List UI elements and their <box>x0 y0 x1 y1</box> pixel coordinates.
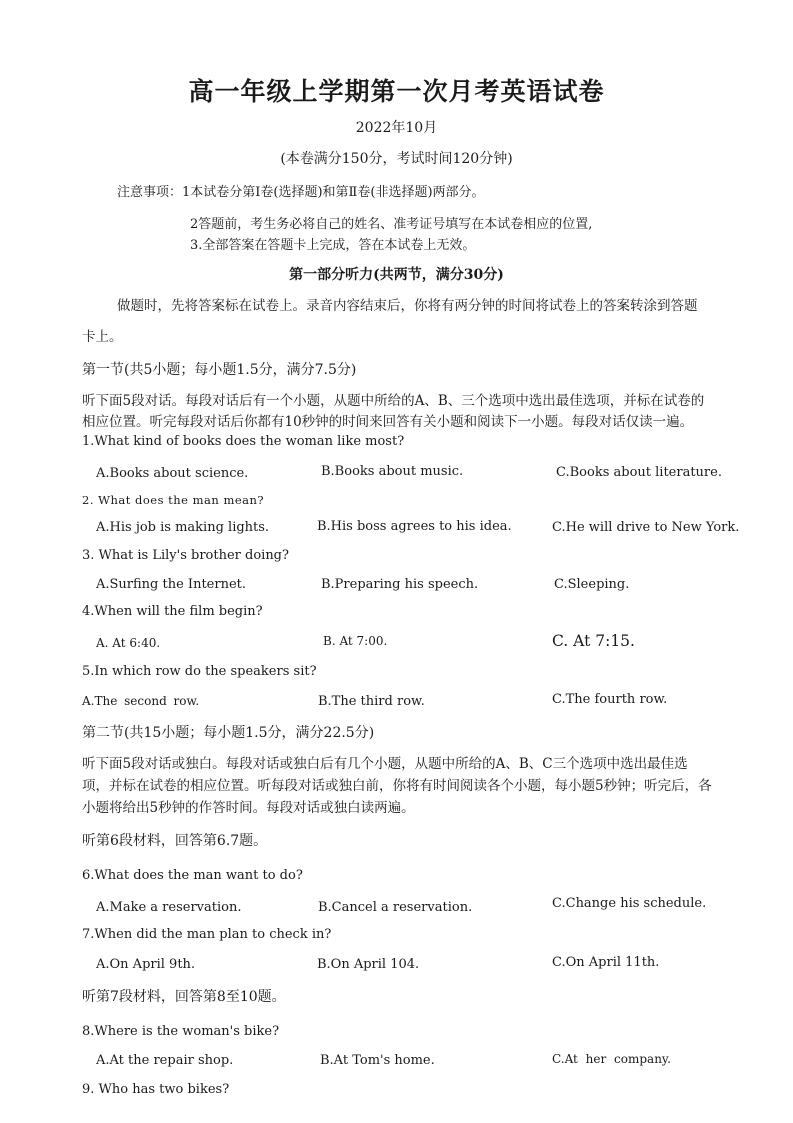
q4-option-a: A. At 6:40. <box>96 636 161 650</box>
question-8: 8.Where is the woman's bike? <box>82 1024 280 1039</box>
q5-option-b: B.The third row. <box>318 694 425 709</box>
q6-option-c: C.Change his schedule. <box>552 896 707 911</box>
q4-option-b: B. At 7:00. <box>323 634 388 648</box>
q3-option-b: B.Preparing his speech. <box>321 577 479 592</box>
q5-option-a: A.The second row. <box>82 694 200 708</box>
q8-option-c: C.At her company. <box>552 1052 671 1066</box>
question-9: 9. Who has two bikes? <box>82 1082 230 1097</box>
notes-line-3: 3.全部答案在答题卡上完成，答在本试卷上无效。 <box>190 238 476 253</box>
exam-date: 2022年10月 <box>355 120 438 136</box>
part1-intro-line-2: 卡上。 <box>82 329 123 345</box>
section2-instr-line-1: 听下面5段对话或独白。每段对话或独白后有几个小题，从题中所给的A、B、C三个选项中选出最佳选 <box>82 756 688 772</box>
exam-title: 高一年级上学期第一次月考英语试卷 <box>188 77 605 106</box>
material-6-note: 听第6段材料，回答第6.7题。 <box>82 833 268 849</box>
q4-option-c: C. At 7:15. <box>552 632 635 650</box>
q1-option-b: B.Books about music. <box>321 464 464 479</box>
section2-heading: 第二节(共15小题；每小题1.5分，满分22.5分) <box>82 725 375 741</box>
part1-heading: 第一部分听力(共两节，满分30分) <box>289 267 504 283</box>
q1-option-c: C.Books about literature. <box>556 465 722 480</box>
section1-instr-line-1: 听下面5段对话。每段对话后有一个小题，从题中所给的A、B、三个选项中选出最佳选项，并标在试卷的 <box>82 393 705 409</box>
q3-option-a: A.Surfing the Internet. <box>96 577 246 592</box>
question-3: 3. What is Lily's brother doing? <box>82 548 289 563</box>
notes-line-2: 2答题前，考生务必将自己的姓名、准考证号填写在本试卷相应的位置, <box>190 217 593 232</box>
q2-option-c: C.He will drive to New York. <box>552 520 740 535</box>
question-5: 5.In which row do the speakers sit? <box>82 664 317 679</box>
q7-option-a: A.On April 9th. <box>96 957 196 972</box>
material-7-note: 听第7段材料，回答第8至10题。 <box>82 989 286 1005</box>
question-7: 7.When did the man plan to check in? <box>82 927 332 942</box>
q1-option-a: A.Books about science. <box>96 466 249 481</box>
q5-option-c: C.The fourth row. <box>552 692 668 707</box>
q7-option-b: B.On April 104. <box>317 957 420 972</box>
question-6: 6.What does the man want to do? <box>82 868 303 883</box>
q2-option-b: B.His boss agrees to his idea. <box>317 519 512 534</box>
q8-option-b: B.At Tom's home. <box>320 1053 435 1068</box>
notes-line-1: 注意事项：1本试卷分第Ⅰ卷(选择题)和第Ⅱ卷(非选择题)两部分。 <box>117 185 485 200</box>
q8-option-a: A.At the repair shop. <box>96 1053 234 1068</box>
q3-option-c: C.Sleeping. <box>554 577 630 592</box>
part1-intro-line-1: 做题时，先将答案标在试卷上。录音内容结束后，你将有两分钟的时间将试卷上的答案转涂到答题 <box>117 298 698 314</box>
section2-instr-line-2: 项，并标在试卷的相应位置。听每段对话或独白前，你将有时间阅读各个小题，每小题5秒钟；听完后，各 <box>82 778 712 794</box>
question-1: 1.What kind of books does the woman like most? <box>82 434 405 449</box>
section1-heading: 第一节(共5小题；每小题1.5分，满分7.5分) <box>82 362 357 378</box>
section2-instr-line-3: 小题将给出5秒钟的作答时间。每段对话或独白读两遍。 <box>82 800 415 816</box>
question-4: 4.When will the film begin? <box>82 604 263 619</box>
question-2: 2. What does the man mean? <box>82 493 265 507</box>
exam-subtitle: (本卷满分150分，考试时间120分钟) <box>280 151 513 167</box>
q6-option-b: B.Cancel a reservation. <box>318 900 473 915</box>
q7-option-c: C.On April 11th. <box>552 955 660 970</box>
q2-option-a: A.His job is making lights. <box>96 520 270 535</box>
section1-instr-line-2: 相应位置。听完每段对话后你都有10秒钟的时间来回答有关小题和阅读下一小题。每段对话仅读一遍。 <box>82 414 694 430</box>
q6-option-a: A.Make a reservation. <box>96 900 242 915</box>
